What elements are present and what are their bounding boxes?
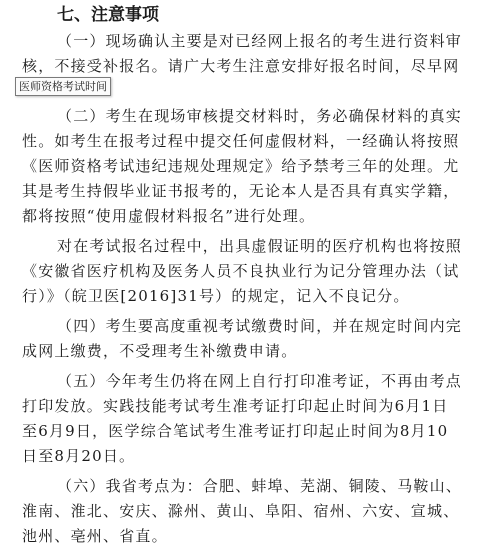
text-line: 打印发放。实践技能考试考生准考证打印起止时间为6月1日 bbox=[22, 397, 449, 415]
text-line: 对在考试报名过程中，出具虚假证明的医疗机构也将按照 bbox=[57, 237, 463, 255]
text-line: 其是考生持假毕业证书报考的，无论本人是否具有真实学籍， bbox=[22, 182, 460, 200]
text-line: 《医师资格考试违纪违规处理规定》给予禁考三年的处理。尤 bbox=[22, 157, 460, 175]
text-line: 淮南、淮北、安庆、滁州、黄山、阜阳、宿州、六安、宣城、 bbox=[22, 502, 460, 520]
text-line: 行）》（皖卫医[2016]31号）的规定，记入不良记分。 bbox=[22, 287, 410, 305]
text-line: （五）今年考生仍将在网上自行打印准考证，不再由考点 bbox=[57, 372, 463, 390]
text-line: （二）考生在现场审核提交材料时，务必确保材料的真实 bbox=[57, 107, 463, 125]
text-line: （四）考生要高度重视考试缴费时间，并在规定时间内完 bbox=[57, 317, 463, 335]
hover-tooltip: 医师资格考试时间 bbox=[15, 77, 111, 96]
text-line: 《安徽省医疗机构及医务人员不良执业行为记分管理办法（试 bbox=[22, 262, 460, 280]
text-line: 至6月9日，医学综合笔试考生准考证打印起止时间为8月10 bbox=[22, 422, 449, 440]
text-line: （一）现场确认主要是对已经网上报名的考生进行资料审 bbox=[57, 32, 463, 50]
text-line: 成网上缴费，不受理考生补缴费申请。 bbox=[22, 342, 298, 360]
section-title: 七、注意事项 bbox=[57, 5, 159, 25]
text-line: 核，不接受补报名。请广大考生注意安排好报名时间，尽早网 bbox=[22, 57, 460, 75]
text-line: 日至8月20日。 bbox=[22, 447, 136, 465]
text-line: 都将按照“使用虚假材料报名”进行处理。 bbox=[22, 207, 316, 225]
text-line: 性。如考生在报考过程中提交任何虚假材料，一经确认将按照 bbox=[22, 132, 460, 150]
text-line: （六）我省考点为：合肥、蚌埠、芜湖、铜陵、马鞍山、 bbox=[57, 477, 463, 495]
text-line: 池州、亳州、省直。 bbox=[22, 527, 168, 545]
